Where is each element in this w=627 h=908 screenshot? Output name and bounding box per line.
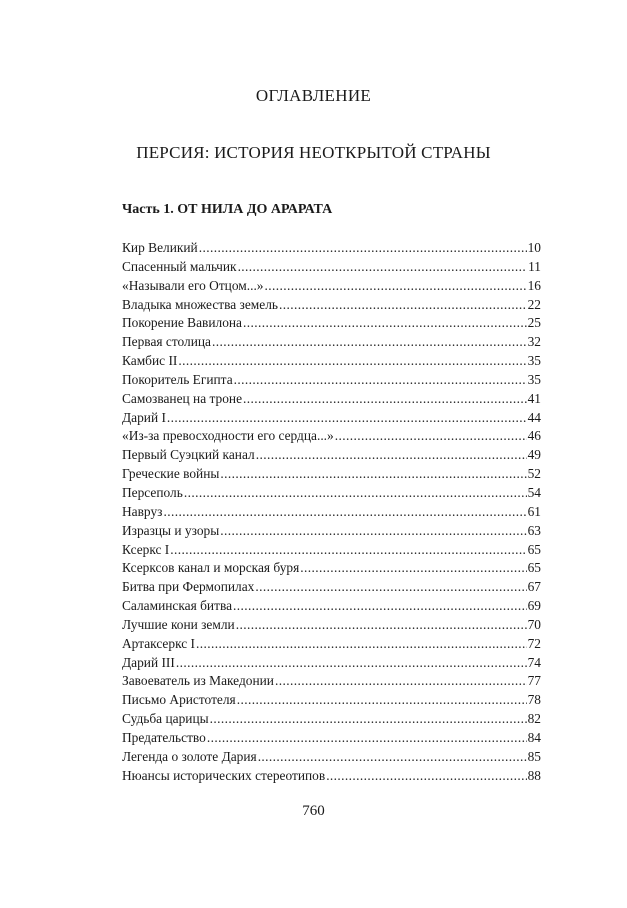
toc-entry-title: Владыка множества земель xyxy=(122,296,278,312)
toc-entry xyxy=(122,465,541,484)
toc-entry-page: 82 xyxy=(527,711,541,727)
dot-leader xyxy=(170,541,526,560)
toc-entry-page: 78 xyxy=(527,692,541,708)
toc-entry xyxy=(122,258,541,277)
toc-entry-title: Первая столица xyxy=(122,334,212,350)
toc-entry-page: 65 xyxy=(527,560,541,576)
toc-entry xyxy=(122,352,541,371)
toc-entry xyxy=(122,767,541,786)
toc-entry xyxy=(122,654,541,673)
toc-entry xyxy=(122,748,541,767)
toc-entry-page: 46 xyxy=(527,428,541,444)
toc-entry-page: 72 xyxy=(527,635,541,651)
toc-heading: ОГЛАВЛЕНИЕ xyxy=(255,86,372,105)
book-title: ПЕРСИЯ: ИСТОРИЯ НЕОТКРЫТОЙ СТРАНЫ xyxy=(136,143,491,162)
dot-leader xyxy=(212,333,527,352)
toc-entry-page: 11 xyxy=(528,258,541,274)
dot-leader xyxy=(326,767,526,786)
dot-leader xyxy=(178,352,526,371)
toc-entry-page: 41 xyxy=(527,390,541,406)
toc-entry xyxy=(122,710,541,729)
part-title: Часть 1. ОТ НИЛА ДО АРАРАТА xyxy=(122,202,333,217)
toc-list xyxy=(122,239,541,785)
dot-leader xyxy=(210,710,527,729)
toc-entry-title: Самозванец на троне xyxy=(122,390,243,406)
toc-entry-page: 49 xyxy=(527,447,541,463)
page-number: 760 xyxy=(302,803,325,819)
toc-entry xyxy=(122,484,541,503)
toc-entry-title: Саламинская битва xyxy=(122,598,233,614)
dot-leader xyxy=(176,654,527,673)
dot-leader xyxy=(335,427,527,446)
toc-entry-title: Изразцы и узоры xyxy=(122,522,220,538)
toc-entry-title: Битва при Фермопилах xyxy=(122,579,255,595)
toc-entry-page: 10 xyxy=(527,240,541,255)
dot-leader xyxy=(243,314,527,333)
dot-leader xyxy=(264,277,526,296)
toc-entry xyxy=(122,522,541,541)
toc-entry-page: 52 xyxy=(527,466,541,482)
toc-entry xyxy=(122,616,541,635)
toc-entry-page: 67 xyxy=(527,579,541,595)
toc-entry xyxy=(122,446,541,465)
toc-entry-page: 85 xyxy=(527,748,541,764)
toc-entry-title: Завоеватель из Македонии xyxy=(122,673,274,689)
toc-entry xyxy=(122,427,541,446)
toc-entry-page: 35 xyxy=(527,353,541,369)
toc-entry-title: Ксеркс I xyxy=(122,541,170,557)
toc-entry xyxy=(122,409,541,428)
dot-leader xyxy=(275,672,527,691)
toc-entry-page: 69 xyxy=(527,598,541,614)
toc-entry-page: 65 xyxy=(527,541,541,557)
dot-leader xyxy=(300,559,526,578)
toc-entry xyxy=(122,578,541,597)
toc-entry xyxy=(122,559,541,578)
toc-entry-page: 61 xyxy=(527,503,541,519)
toc-entry-title: Кир Великий xyxy=(122,240,198,255)
dot-leader xyxy=(196,635,527,654)
toc-entry-page: 22 xyxy=(527,296,541,312)
toc-entry-page: 54 xyxy=(527,484,541,500)
toc-entry-title: Покоритель Египта xyxy=(122,371,233,387)
toc-entry xyxy=(122,672,541,691)
toc-entry xyxy=(122,333,541,352)
toc-entry-title: Греческие войны xyxy=(122,466,220,482)
toc-entry xyxy=(122,296,541,315)
dot-leader xyxy=(234,371,527,390)
toc-entry-page: 25 xyxy=(527,315,541,331)
dot-leader xyxy=(233,597,527,616)
dot-leader xyxy=(163,503,526,522)
toc-entry-title: Предательство xyxy=(122,729,206,745)
toc-entry xyxy=(122,314,541,333)
toc-entry xyxy=(122,729,541,748)
toc-entry-page: 35 xyxy=(527,371,541,387)
toc-entry-page: 44 xyxy=(527,409,541,425)
toc-entry-page: 16 xyxy=(527,277,541,293)
toc-entry-title: Артаксеркс I xyxy=(122,635,195,651)
toc-entry xyxy=(122,503,541,522)
dot-leader xyxy=(236,616,527,635)
toc-entry-page: 77 xyxy=(527,673,541,689)
toc-entry-title: Судьба царицы xyxy=(122,711,209,727)
toc-entry-title: Дарий III xyxy=(122,654,175,670)
toc-entry-page: 88 xyxy=(527,767,541,783)
toc-entry xyxy=(122,597,541,616)
toc-entry-page: 84 xyxy=(527,729,541,745)
toc-entry xyxy=(122,541,541,560)
toc-entry-title: Навруз xyxy=(122,503,163,519)
toc-entry xyxy=(122,691,541,710)
toc-entry-title: Спасенный мальчик xyxy=(122,258,237,274)
toc-entry-title: Покорение Вавилона xyxy=(122,315,242,331)
dot-leader xyxy=(256,446,527,465)
toc-entry-title: Лучшие кони земли xyxy=(122,616,235,632)
toc-entry xyxy=(122,390,541,409)
dot-leader xyxy=(243,390,527,409)
toc-entry xyxy=(122,277,541,296)
toc-entry-title: Нюансы исторических стереотипов xyxy=(122,767,326,783)
toc-entry-title: Легенда о золоте Дария xyxy=(122,748,257,764)
toc-entry-title: Дарий I xyxy=(122,409,166,425)
dot-leader xyxy=(237,691,527,710)
toc-entry-title: Камбис II xyxy=(122,353,178,369)
toc-entry xyxy=(122,239,541,258)
toc-entry xyxy=(122,635,541,654)
toc-entry-page: 32 xyxy=(527,334,541,350)
dot-leader xyxy=(220,465,526,484)
toc-entry-page: 74 xyxy=(527,654,541,670)
dot-leader xyxy=(199,239,527,258)
dot-leader xyxy=(279,296,527,315)
dot-leader xyxy=(238,258,528,277)
dot-leader xyxy=(220,522,526,541)
toc-entry-title: Письмо Аристотеля xyxy=(122,692,236,708)
dot-leader xyxy=(167,409,527,428)
toc-entry-title: «Из-за превосходности его сердца...» xyxy=(122,428,334,444)
dot-leader xyxy=(207,729,527,748)
toc-entry-page: 70 xyxy=(527,616,541,632)
dot-leader xyxy=(184,484,527,503)
toc-entry-page: 63 xyxy=(527,522,541,538)
toc-entry-title: Ксерксов канал и морская буря xyxy=(122,560,300,576)
toc-entry-title: Персеполь xyxy=(122,484,183,500)
dot-leader xyxy=(258,748,527,767)
dot-leader xyxy=(255,578,526,597)
toc-entry-title: Первый Суэцкий канал xyxy=(122,447,255,463)
toc-entry-title: «Называли его Отцом...» xyxy=(122,277,264,293)
toc-entry xyxy=(122,371,541,390)
